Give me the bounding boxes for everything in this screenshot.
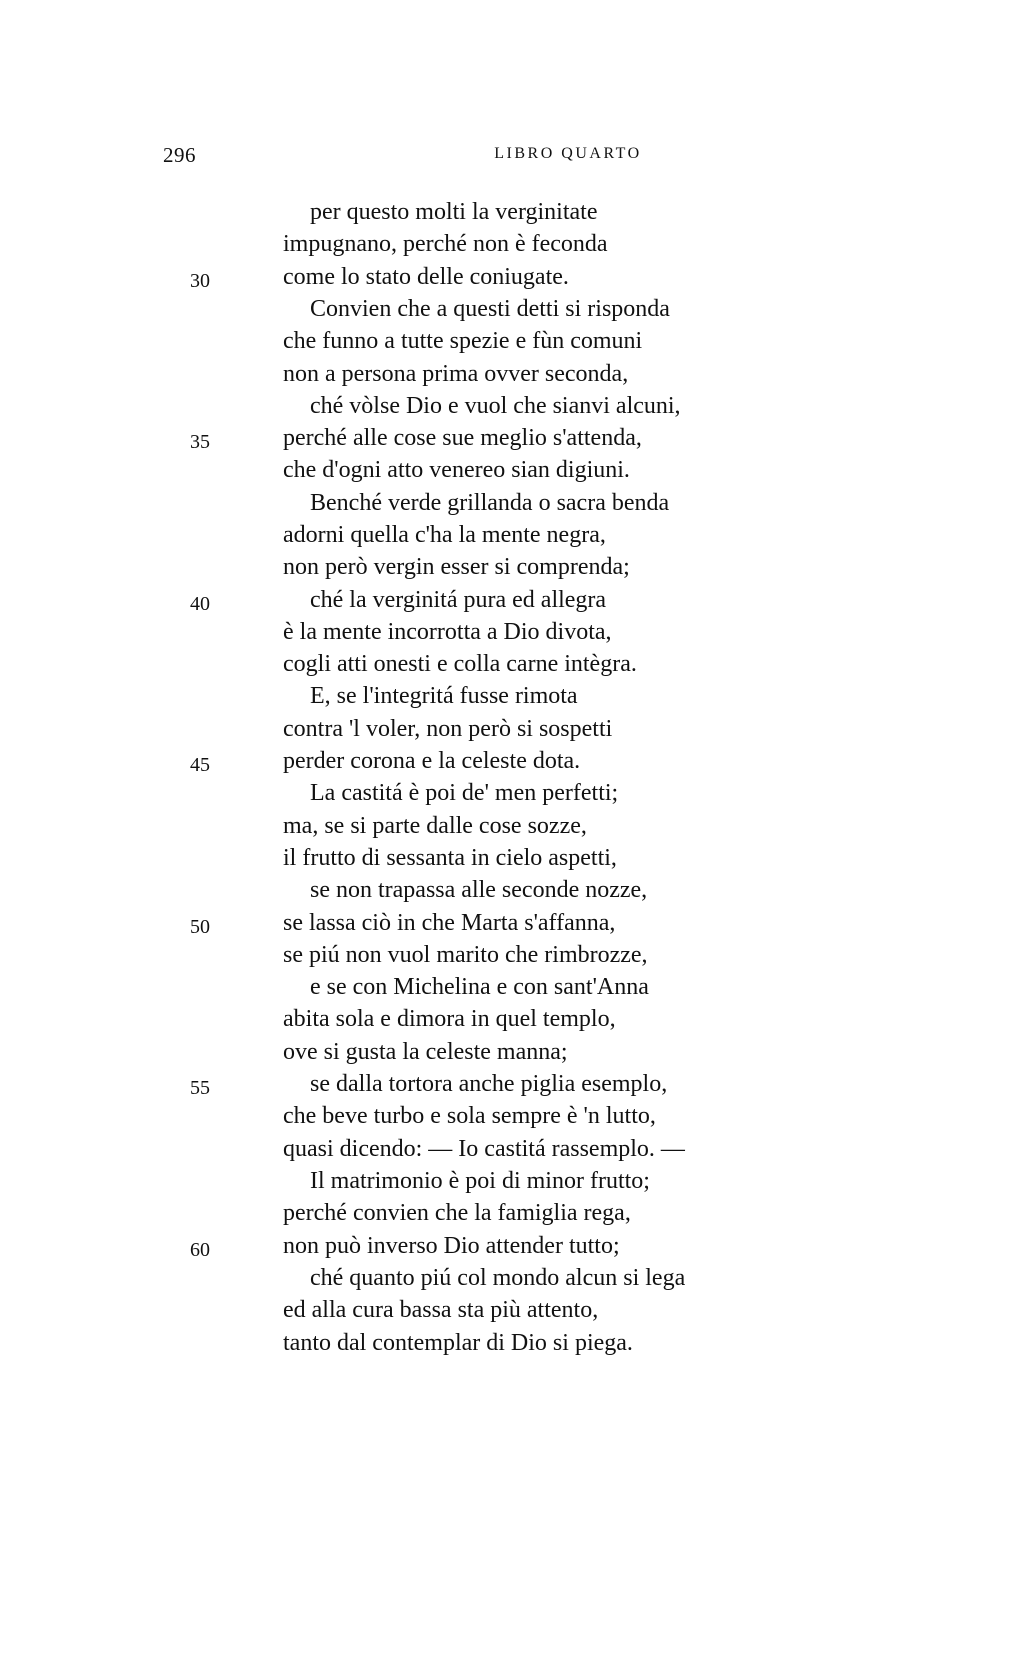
verse-line: La castitá è poi de' men perfetti; [310, 780, 619, 806]
verse-line: perder corona e la celeste dota. [283, 748, 581, 774]
verse-line: abita sola e dimora in quel templo, [283, 1006, 616, 1032]
verse-line: quasi dicendo: — Io castitá rassemplo. — [283, 1136, 685, 1162]
verse-line: se lassa ciò in che Marta s'affanna, [283, 910, 616, 936]
line-number: 30 [190, 270, 210, 292]
verse-line: per questo molti la verginitate [310, 199, 598, 225]
verse-line: che d'ogni atto venereo sian digiuni. [283, 457, 630, 483]
running-header: LIBRO QUARTO [494, 145, 642, 162]
verse-line: impugnano, perché non è feconda [283, 231, 608, 257]
verse-line: è la mente incorrotta a Dio divota, [283, 619, 612, 645]
verse-line: come lo stato delle coniugate. [283, 264, 569, 290]
verse-line: adorni quella c'ha la mente negra, [283, 522, 606, 548]
page-number: 296 [163, 143, 196, 167]
verse-line: E, se l'integritá fusse rimota [310, 683, 578, 709]
verse-line: ove si gusta la celeste manna; [283, 1039, 568, 1065]
verse-line: perché convien che la famiglia rega, [283, 1200, 631, 1226]
verse-line: perché alle cose sue meglio s'attenda, [283, 425, 642, 451]
verse-line: ché quanto piú col mondo alcun si lega [310, 1265, 686, 1291]
verse-line: Convien che a questi detti si risponda [310, 296, 670, 322]
verse-line: che beve turbo e sola sempre è 'n lutto, [283, 1103, 656, 1129]
verse-line: se non trapassa alle seconde nozze, [310, 877, 648, 903]
verse-line: cogli atti onesti e colla carne intègra. [283, 651, 637, 677]
line-number: 60 [190, 1239, 210, 1261]
line-number: 35 [190, 431, 210, 453]
verse-line: e se con Michelina e con sant'Anna [310, 974, 649, 1000]
verse-line: che funno a tutte spezie e fùn comuni [283, 328, 643, 354]
verse-line: non però vergin esser si comprenda; [283, 554, 630, 580]
verse-line: ma, se si parte dalle cose sozze, [283, 813, 587, 839]
verse-line: Benché verde grillanda o sacra benda [310, 490, 670, 516]
verse-line: tanto dal contemplar di Dio si piega. [283, 1330, 633, 1356]
verse-line: ed alla cura bassa sta più attento, [283, 1297, 599, 1323]
verse-line: Il matrimonio è poi di minor frutto; [310, 1168, 650, 1194]
line-number: 55 [190, 1077, 210, 1099]
verse-line: non può inverso Dio attender tutto; [283, 1233, 620, 1259]
verse-line: ché la verginitá pura ed allegra [310, 587, 607, 613]
verse-line: non a persona prima ovver seconda, [283, 361, 629, 387]
line-number: 45 [190, 754, 210, 776]
verse-line: se dalla tortora anche piglia esemplo, [310, 1071, 668, 1097]
verse-line: contra 'l voler, non però si sospetti [283, 716, 613, 742]
verse-line: ché vòlse Dio e vuol che sianvi alcuni, [310, 393, 681, 419]
line-number: 50 [190, 916, 210, 938]
verse-line: il frutto di sessanta in cielo aspetti, [283, 845, 617, 871]
verse-line: se piú non vuol marito che rimbrozze, [283, 942, 648, 968]
line-number: 40 [190, 593, 210, 615]
